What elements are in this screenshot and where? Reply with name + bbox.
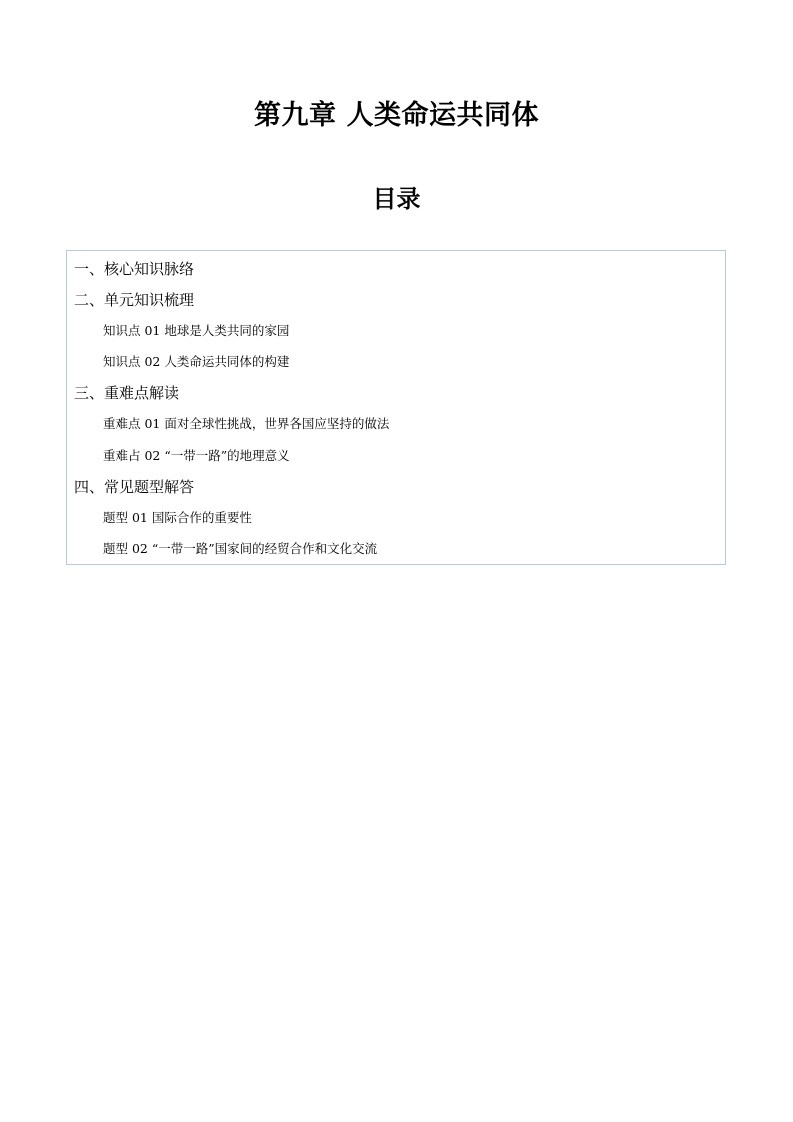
toc-item-question-type-02[interactable]: 题型 02 “一带一路”国家间的经贸合作和文化交流 [103, 541, 378, 556]
toc-item-difficulty-02[interactable]: 重难占 02 “一带一路”的地理意义 [103, 448, 290, 463]
toc-section-core-knowledge[interactable]: 一、核心知识脉络 [74, 260, 195, 278]
toc-heading: 目录 [372, 185, 421, 213]
toc-section-unit-knowledge[interactable]: 二、单元知识梳理 [74, 291, 195, 309]
toc-section-key-difficulties[interactable]: 三、重难点解读 [74, 384, 180, 402]
page-title: 第九章 人类命运共同体 [254, 100, 539, 131]
toc-item-knowledge-point-01[interactable]: 知识点 01 地球是人类共同的家园 [103, 323, 290, 338]
table-of-contents [66, 250, 726, 565]
toc-item-question-type-01[interactable]: 题型 01 国际合作的重要性 [103, 510, 252, 525]
toc-item-knowledge-point-02[interactable]: 知识点 02 人类命运共同体的构建 [103, 354, 290, 369]
toc-item-difficulty-01[interactable]: 重难点 01 面对全球性挑战，世界各国应坚持的做法 [103, 416, 390, 431]
toc-section-question-types[interactable]: 四、常见题型解答 [74, 478, 195, 496]
